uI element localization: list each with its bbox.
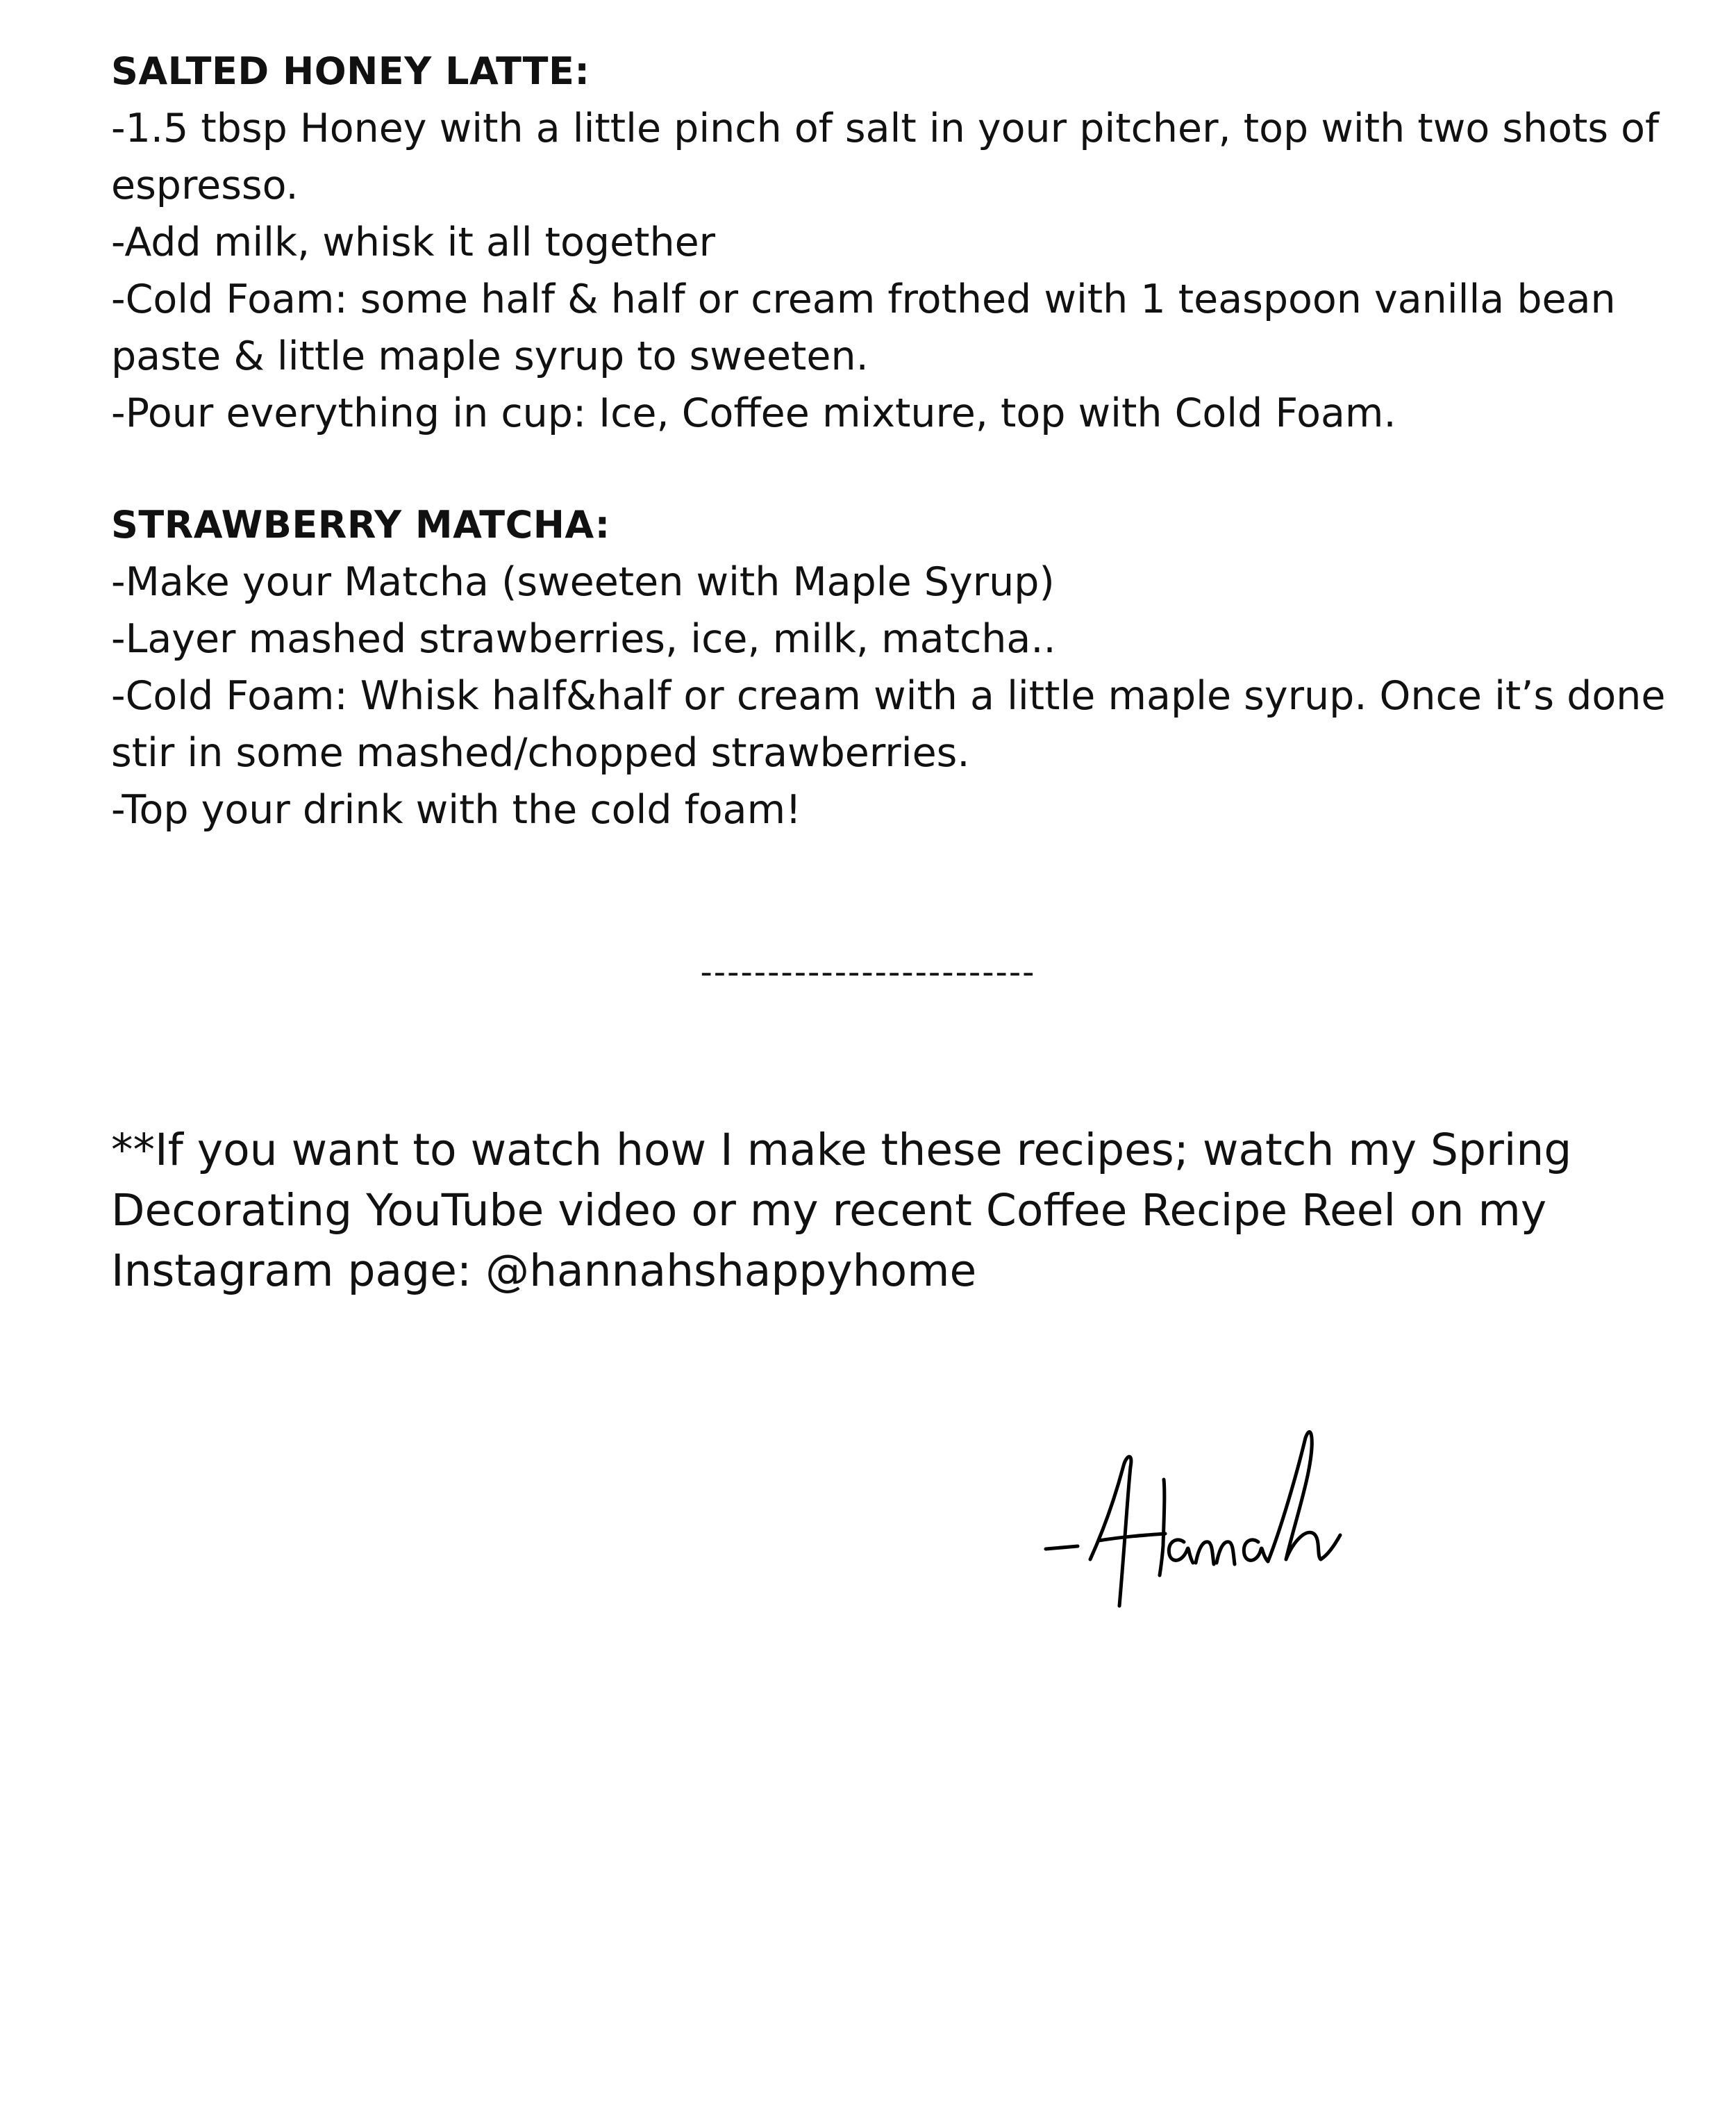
recipe-step: -Make your Matcha (sweeten with Maple Syrup) (111, 559, 1055, 605)
recipe-step: -Layer mashed strawberries, ice, milk, matcha.. (111, 616, 1056, 662)
recipe-title: SALTED HONEY LATTE: (111, 49, 590, 93)
recipe-title: STRAWBERRY MATCHA: (111, 503, 610, 547)
recipe-strawberry-matcha (111, 497, 1667, 838)
recipe-step: -Pour everything in cup: Ice, Coffee mixture, top with Cold Foam. (111, 390, 1396, 436)
recipe-step: -Top your drink with the cold foam! (111, 787, 801, 833)
section-divider: ------------------------- (700, 953, 1036, 992)
recipe-step: -Add milk, whisk it all together (111, 219, 716, 265)
recipe-salted-honey-latte (111, 43, 1667, 442)
recipe-step: -Cold Foam: some half & half or cream frothed with 1 teaspoon vanilla bean paste & little maple syrup to sweeten. (111, 276, 1616, 379)
handwritten-signature (1042, 1417, 1430, 1625)
recipe-step: -1.5 tbsp Honey with a little pinch of salt in your pitcher, top with two shots of espresso. (111, 106, 1660, 208)
video-note: **If you want to watch how I make these recipes; watch my Spring Decorating YouTube video or my recent Coffee Recipe Reel on my Instagram page: @hannahshappyhome (111, 1125, 1572, 1296)
recipe-step: -Cold Foam: Whisk half&half or cream with a little maple syrup. Once it’s done stir in some mashed/chopped strawberries. (111, 673, 1666, 776)
signature-drawing (1042, 1417, 1430, 1625)
